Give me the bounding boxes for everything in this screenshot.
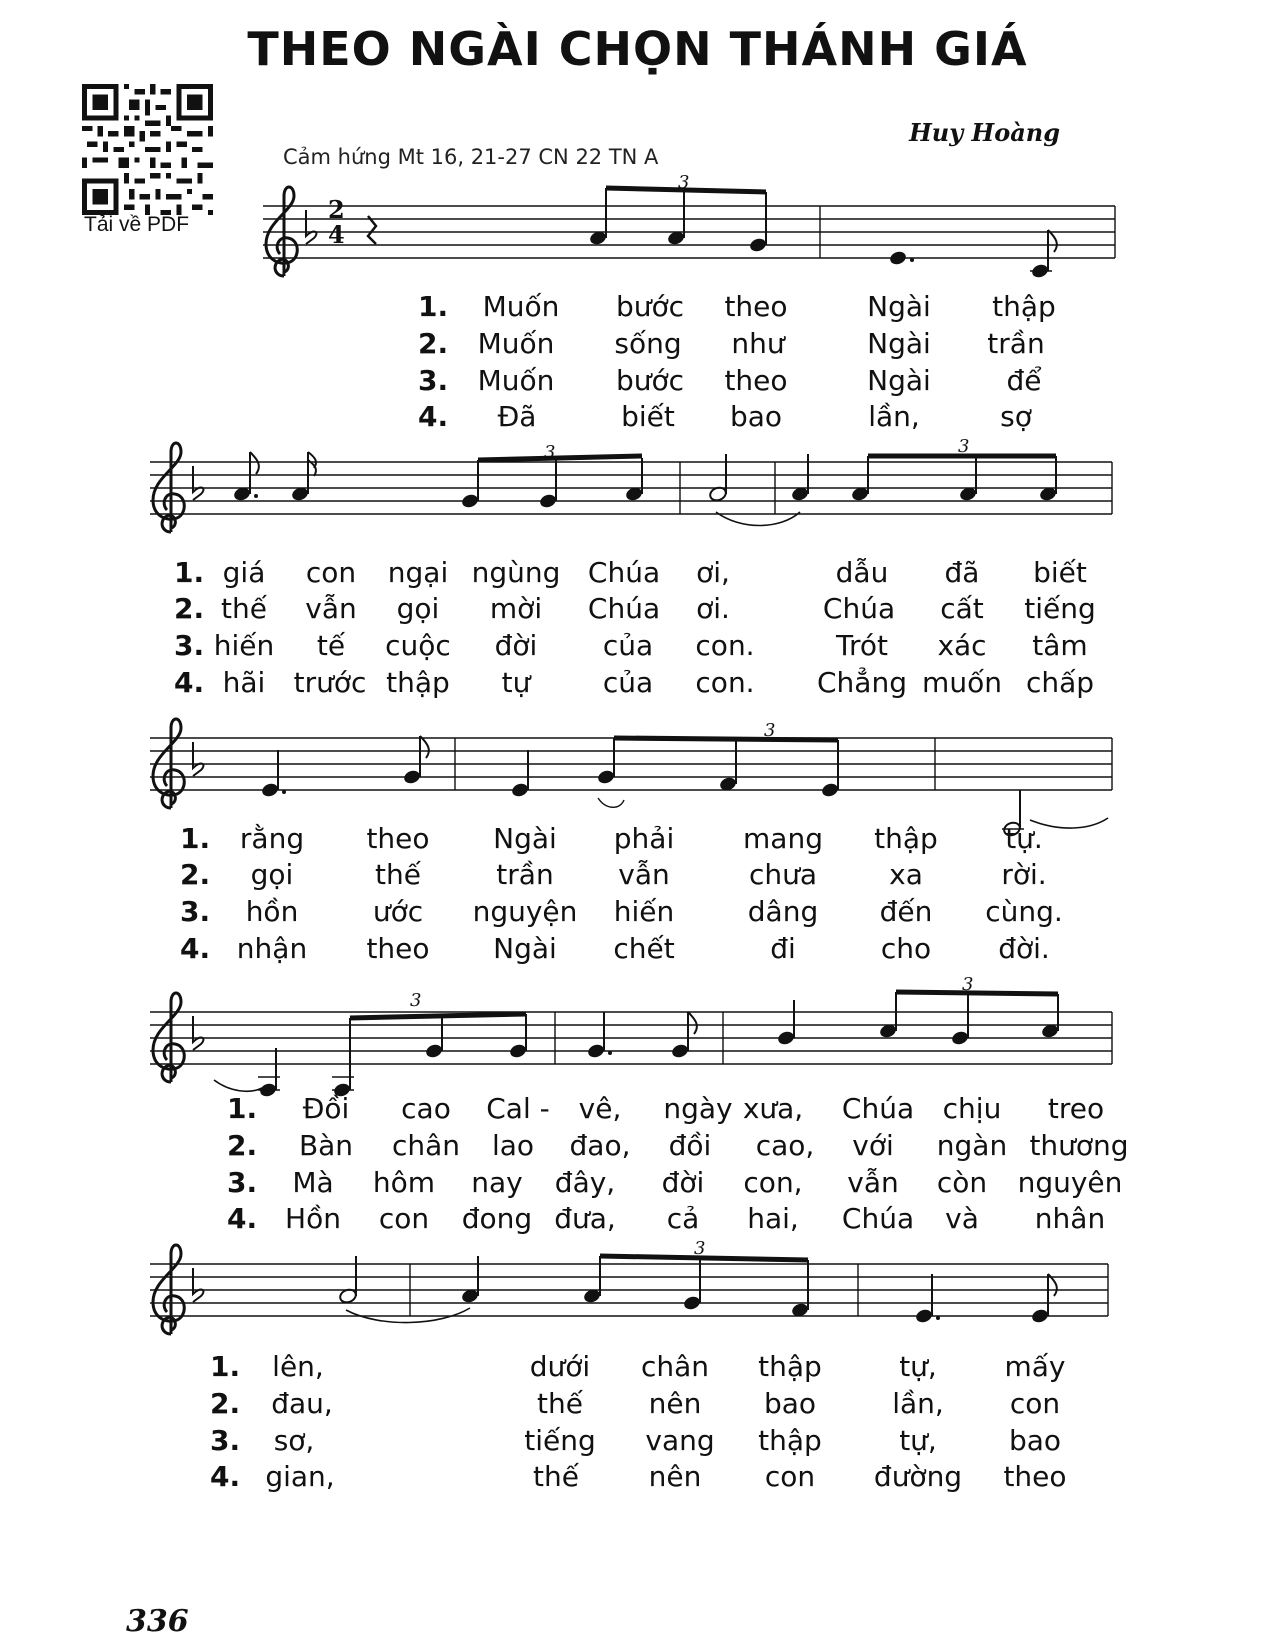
verse-line [0,822,1275,860]
verse-number: 2. [210,1387,241,1420]
lyric-word: vang [645,1424,715,1457]
lyric-word: thập [758,1350,822,1383]
verse-line [0,290,1275,328]
lyric-word: ước [372,895,424,928]
verse-line [0,364,1275,402]
staff-system-4 [150,974,1112,1098]
lyric-word: đau, [271,1387,333,1420]
lyric-word: của [602,666,654,699]
lyric-word: sống [614,327,682,360]
verse-line [0,629,1275,667]
lyric-word: trần [496,858,554,891]
lyric-word: chấp [1025,666,1095,699]
lyric-word: giá [222,556,266,589]
lyric-word: dẫu [835,556,889,589]
lyric-word: thương [1029,1129,1129,1162]
lyric-word: con [764,1460,816,1493]
lyric-word: nên [648,1387,702,1420]
lyric-word: dưới [529,1350,591,1383]
lyric-word: theo [724,364,788,397]
lyric-word: nhân [1034,1202,1106,1235]
lyric-word: theo [724,290,788,323]
verse-line [0,556,1275,594]
lyric-word: lần, [868,400,920,433]
lyrics-block-3 [0,822,1275,972]
lyric-word: Trót [836,629,888,662]
lyric-word: treo [1047,1092,1105,1125]
lyric-word: cất [940,592,984,625]
lyric-word: chịu [942,1092,1002,1125]
lyric-word: chưa [748,858,818,891]
lyric-word: với [852,1129,894,1162]
lyric-word: Chúa [841,1092,915,1125]
lyric-word: Đồi [302,1092,350,1125]
lyric-word: con, [743,1166,803,1199]
lyric-word: đời. [998,932,1050,965]
lyric-word: Ngài [493,932,557,965]
lyric-word: thế [375,858,421,891]
verse-number: 2. [418,327,449,360]
lyric-word: phải [613,822,675,855]
lyric-word: Mà [292,1166,334,1199]
lyric-word: đã [944,556,980,589]
lyric-word: mang [743,822,823,855]
lyric-word: Muốn [482,290,560,323]
lyric-word: Ngài [867,364,931,397]
lyric-word: hãi [222,666,266,699]
lyric-word: sợ [1000,400,1032,433]
verse-line [0,1350,1275,1388]
lyric-word: Chẳng [817,666,907,699]
lyric-word: cuộc [385,629,451,662]
lyric-word: con [1009,1387,1061,1420]
lyric-word: hai, [747,1202,799,1235]
lyric-word: tế [316,629,346,662]
verse-line [0,1460,1275,1498]
lyric-word: cao, [755,1129,815,1162]
staff-system-1 [263,172,1115,279]
lyric-word: hiến [213,629,275,662]
verse-line [0,1166,1275,1204]
lyric-word: rời. [1001,858,1047,891]
lyric-word: rằng [239,822,305,855]
lyric-word: Hồn [285,1202,341,1235]
inspiration-note: Cảm hứng Mt 16, 21-27 CN 22 TN A [283,145,659,169]
lyric-word: sơ, [273,1424,315,1457]
verse-line [0,400,1275,438]
lyric-word: ngày [663,1092,733,1125]
lyric-word: thế [533,1460,579,1493]
lyric-word: xưa, [742,1092,804,1125]
composer-name: Huy Hoàng [909,118,1060,147]
verse-line [0,1129,1275,1167]
lyric-word: chết [613,932,675,965]
lyric-word: thập [992,290,1056,323]
lyrics-block-2 [0,556,1275,706]
lyric-word: ngàn [936,1129,1008,1162]
lyric-word: bao [763,1387,817,1420]
lyric-word: đao, [569,1129,631,1162]
verse-number: 4. [210,1460,241,1493]
lyric-word: hiến [613,895,675,928]
verse-line [0,1424,1275,1462]
lyric-word: tự. [1005,822,1043,855]
lyric-word: đời [494,629,538,662]
lyric-word: gian, [265,1460,335,1493]
lyric-word: gọi [250,858,294,891]
lyric-word: đi [770,932,796,965]
lyric-word: con. [695,666,755,699]
lyric-word: Muốn [477,327,555,360]
lyric-word: con. [695,629,755,662]
lyric-word: vẫn [305,592,357,625]
lyric-word: bước [615,364,685,397]
time-signature-top: 2 [328,195,345,224]
verse-line [0,666,1275,704]
lyric-word: thập [386,666,450,699]
lyric-word: hồn [245,895,299,928]
verse-number: 4. [180,932,211,965]
lyric-word: xa [889,858,923,891]
verse-number: 4. [418,400,449,433]
lyric-word: ơi, [696,556,730,589]
verse-line [0,327,1275,365]
verse-line [0,858,1275,896]
lyric-word: đến [879,895,933,928]
verse-number: 1. [180,822,211,855]
verse-number: 4. [227,1202,258,1235]
lyric-word: đường [873,1460,963,1493]
lyric-word: Bàn [298,1129,354,1162]
lyric-word: như [731,327,785,360]
lyric-word: nguyện [472,895,578,928]
lyric-word: lên, [272,1350,324,1383]
lyric-word: trước [293,666,367,699]
lyric-word: ơi. [696,592,730,625]
page-number: 336 [126,1604,189,1639]
lyric-word: tự, [899,1350,937,1383]
lyrics-block-1 [0,290,1275,440]
lyric-word: trần [987,327,1045,360]
lyric-word: Ngài [493,822,557,855]
verse-number: 1. [210,1350,241,1383]
lyric-word: đưa, [554,1202,616,1235]
lyric-word: Cal - [486,1092,550,1125]
lyric-word: tiếng [524,1424,596,1457]
verse-number: 2. [174,592,205,625]
lyric-word: Chúa [587,556,661,589]
lyric-word: chân [391,1129,461,1162]
lyric-word: theo [1003,1460,1067,1493]
verse-number: 3. [210,1424,241,1457]
lyric-word: Chúa [587,592,661,625]
lyric-word: Ngài [867,290,931,323]
lyric-word: theo [366,932,430,965]
svg-text:3: 3 [958,436,970,457]
time-signature-bottom: 4 [328,220,345,249]
download-pdf-link[interactable]: Tải về PDF [84,213,190,236]
lyric-word: Chúa [822,592,896,625]
lyric-word: biết [621,400,675,433]
lyric-word: nay [471,1166,523,1199]
lyric-word: muốn [922,666,1002,699]
lyric-word: thế [537,1387,583,1420]
lyric-word: cả [666,1202,700,1235]
lyric-word: mấy [1004,1350,1066,1383]
lyric-word: bao [1008,1424,1062,1457]
verse-number: 1. [227,1092,258,1125]
verse-number: 2. [227,1129,258,1162]
lyric-word: của [602,629,654,662]
staff-system-5 [150,1238,1108,1334]
lyric-word: vê, [578,1092,622,1125]
svg-text:3: 3 [410,990,422,1011]
lyric-word: cùng. [985,895,1063,928]
lyric-word: mời [489,592,543,625]
lyric-word: lao [491,1129,535,1162]
lyric-word: nguyên [1017,1166,1123,1199]
lyric-word: tự [501,666,531,699]
verse-number: 3. [180,895,211,928]
lyric-word: chân [640,1350,710,1383]
verse-number: 3. [174,629,205,662]
lyric-word: cho [880,932,932,965]
lyric-word: lần, [892,1387,944,1420]
verse-number: 1. [418,290,449,323]
svg-text:3: 3 [764,720,776,741]
lyric-word: gọi [396,592,440,625]
lyric-word: thế [221,592,267,625]
svg-text:3: 3 [694,1238,706,1259]
lyric-word: dâng [747,895,819,928]
lyric-word: Đã [497,400,537,433]
lyric-word: đời [661,1166,705,1199]
lyric-word: còn [936,1166,988,1199]
staff-system-3 [150,719,1112,837]
lyric-word: đây, [554,1166,616,1199]
lyric-word: Muốn [477,364,555,397]
verse-number: 1. [174,556,205,589]
lyric-word: theo [366,822,430,855]
lyric-word: hôm [372,1166,436,1199]
lyric-word: để [1006,364,1042,397]
lyric-word: tâm [1032,629,1088,662]
lyric-word: xác [937,629,987,662]
verse-line [0,1202,1275,1240]
verse-number: 3. [418,364,449,397]
lyric-word: tự, [899,1424,937,1457]
lyric-word: thập [874,822,938,855]
lyric-word: con [305,556,357,589]
lyric-word: bước [615,290,685,323]
verse-number: 2. [180,858,211,891]
lyric-word: đong [461,1202,533,1235]
lyric-word: con [378,1202,430,1235]
lyric-word: Ngài [867,327,931,360]
lyrics-block-4 [0,1092,1275,1242]
lyric-word: thập [758,1424,822,1457]
lyric-word: ngại [387,556,449,589]
lyric-word: vẫn [847,1166,899,1199]
verse-number: 3. [227,1166,258,1199]
verse-line [0,1092,1275,1130]
lyric-word: tiếng [1024,592,1096,625]
lyric-word: ngùng [471,556,561,589]
verse-line [0,1387,1275,1425]
svg-text:3: 3 [678,172,690,193]
lyric-word: biết [1033,556,1087,589]
svg-text:3: 3 [962,974,974,995]
lyric-word: nhận [236,932,308,965]
song-title: THEO NGÀI CHỌN THÁNH GIÁ [247,22,1028,76]
lyric-word: bao [729,400,783,433]
svg-text:3: 3 [544,442,556,463]
lyric-word: nên [648,1460,702,1493]
verse-line [0,895,1275,933]
lyrics-block-5 [0,1350,1275,1500]
verse-number: 4. [174,666,205,699]
lyric-word: vẫn [618,858,670,891]
lyric-word: đồi [668,1129,712,1162]
verse-line [0,932,1275,970]
staff-system-2 [150,436,1112,532]
verse-line [0,592,1275,630]
lyric-word: Chúa [841,1202,915,1235]
lyric-word: và [945,1202,979,1235]
lyric-word: cao [401,1092,451,1125]
